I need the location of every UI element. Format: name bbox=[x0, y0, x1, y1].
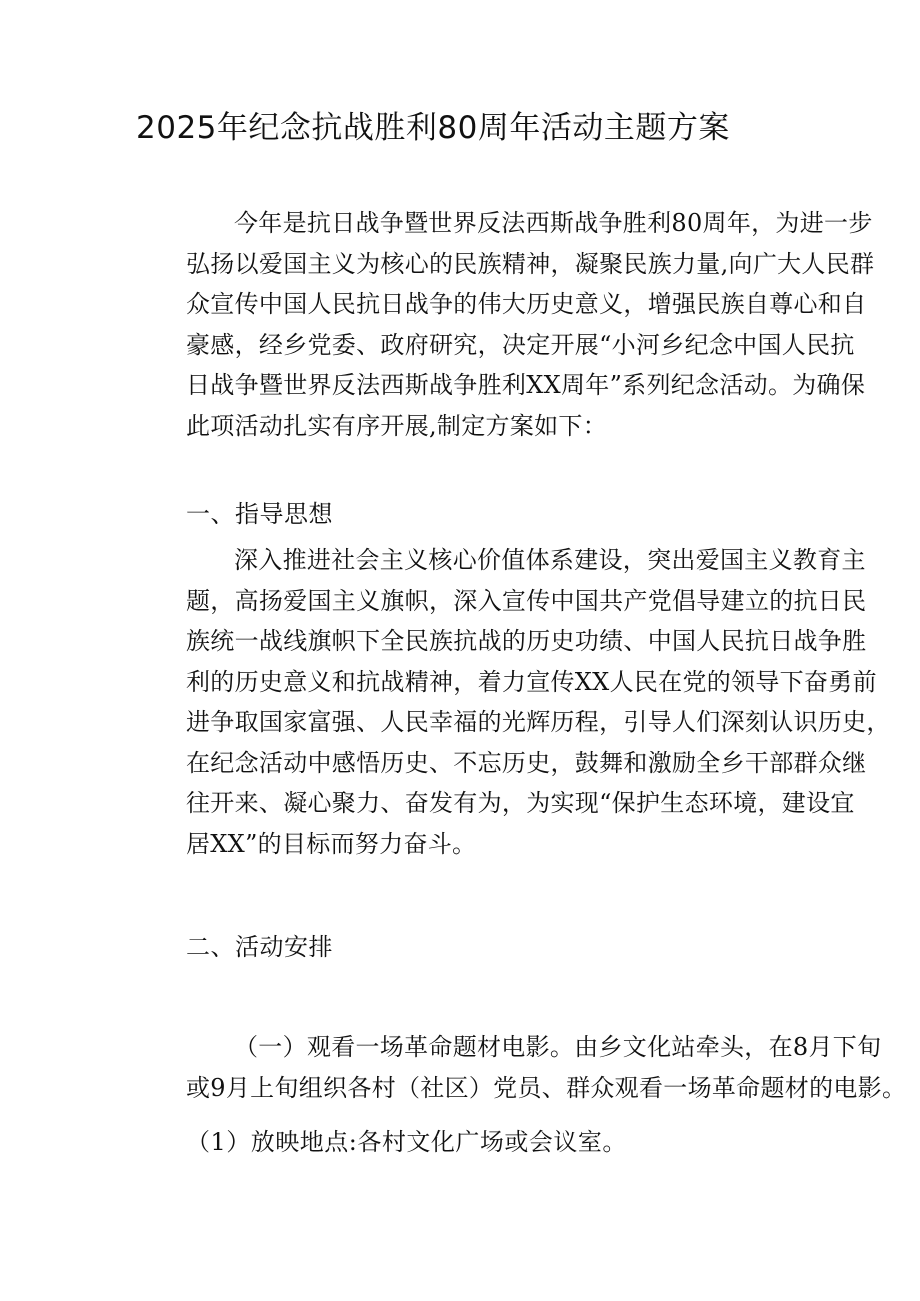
text-line: 族统一战线旗帜下全民族抗战的历史功绩、中国人民抗日战争胜 bbox=[186, 627, 867, 655]
text-line: 利的历史意义和抗战精神，着力宣传XX人民在党的领导下奋勇前 bbox=[186, 667, 877, 696]
section-heading-activity-arrangement: 二、活动安排 bbox=[186, 933, 333, 961]
text-line: 在纪念活动中感悟历史、不忘历史，鼓舞和激励全乡干部群众继 bbox=[186, 748, 867, 777]
document-title: 2025年纪念抗战胜利80周年活动主题方案 bbox=[136, 110, 730, 146]
text-line: 进争取国家富强、人民幸福的光辉历程，引导人们深刻认识历史， bbox=[186, 708, 891, 736]
text-line: 豪感，经乡党委、政府研究，决定开展“小河乡纪念中国人民抗 bbox=[186, 330, 855, 359]
text-line: 题，高扬爱国主义旗帜，深入宣传中国共产党倡导建立的抗日民 bbox=[186, 586, 867, 615]
section-heading-guiding-thought: 一、指导思想 bbox=[186, 500, 333, 528]
text-line: 日战争暨世界反法西斯战争胜利XX周年”系列纪念活动。为确保 bbox=[186, 371, 866, 399]
text-line: 深入推进社会主义核心价值体系建设，突出爱国主义教育主 bbox=[234, 546, 866, 574]
text-line: 居XX”的目标而努力奋斗。 bbox=[186, 829, 477, 858]
text-line: 弘扬以爱国主义为核心的民族精神，凝聚民族力量,向广大人民群 bbox=[186, 249, 875, 278]
text-line: 此项活动扎实有序开展,制定方案如下： bbox=[186, 411, 608, 440]
text-line: 众宣传中国人民抗日战争的伟大历史意义，增强民族自尊心和自 bbox=[186, 290, 867, 318]
activity-item-1-paragraph bbox=[138, 1027, 907, 1108]
text-line: 或9月上旬组织各村（社区）党员、群众观看一场革命题材的电影。 bbox=[186, 1073, 907, 1102]
guiding-thought-paragraph bbox=[138, 540, 891, 864]
text-line: 往开来、凝心聚力、奋发有为，为实现“保护生态环境，建设宜 bbox=[186, 789, 855, 817]
text-line: 今年是抗日战争暨世界反法西斯战争胜利80周年，为进一步 bbox=[234, 209, 873, 237]
text-line: （一）观看一场革命题材电影。由乡文化站牵头，在8月下旬 bbox=[234, 1033, 882, 1061]
intro-paragraph bbox=[138, 203, 875, 446]
activity-item-1-sub-1: （1）放映地点:各村文化广场或会议室。 bbox=[186, 1128, 627, 1156]
